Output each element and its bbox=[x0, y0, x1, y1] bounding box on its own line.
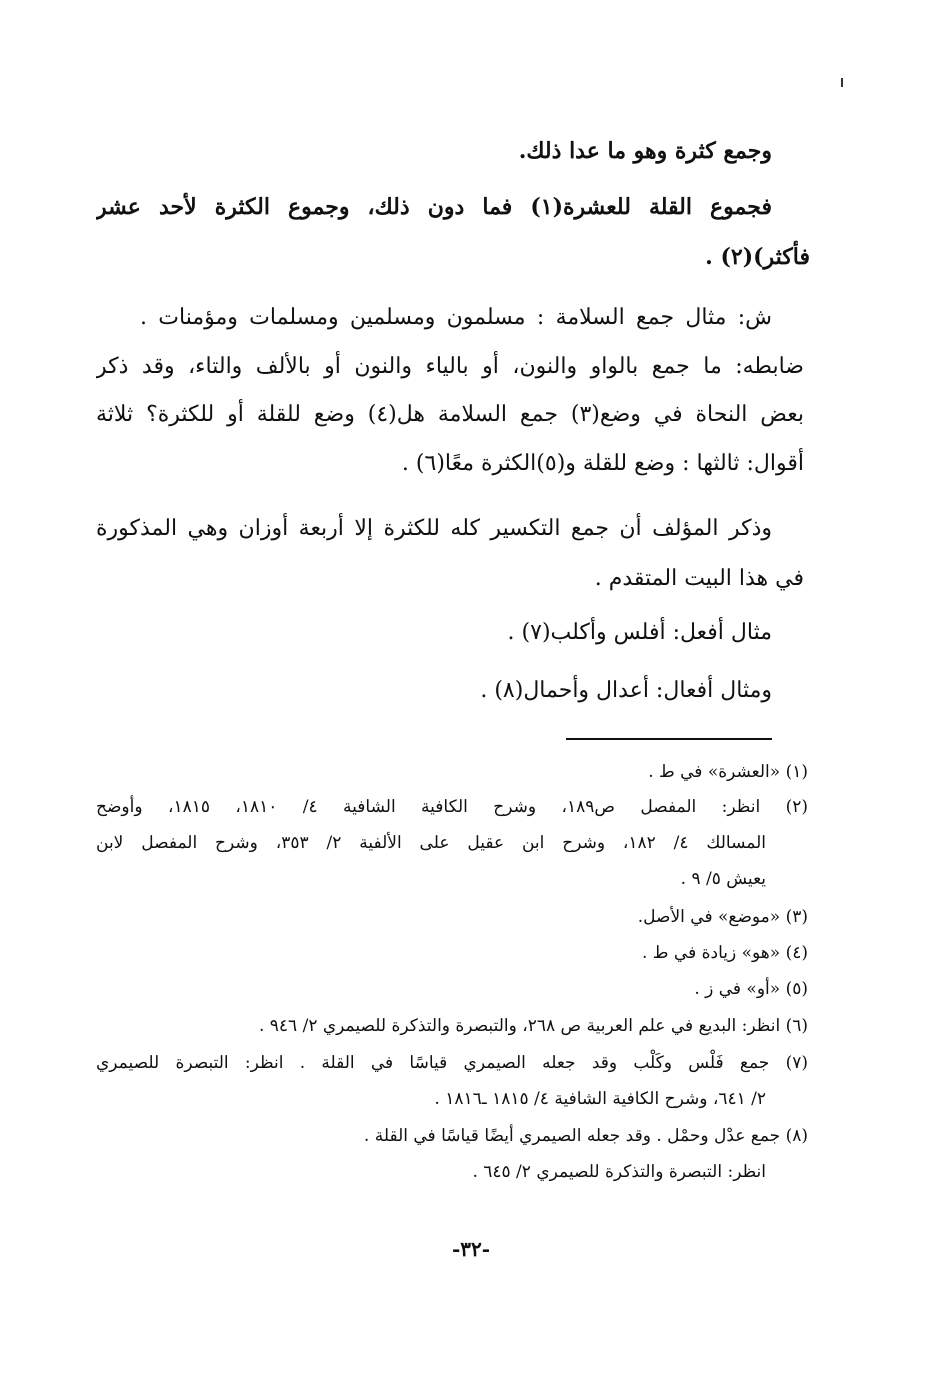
main-line-1: وجمع كثرة وهو ما عدا ذلك. bbox=[518, 138, 772, 164]
footnote-3: (٣) «موضع» في الأصل. bbox=[637, 907, 808, 927]
footnote-1: (١) «العشرة» في ط . bbox=[648, 762, 808, 782]
footnote-8-line-2: انظر: التبصرة والتذكرة للصيمري ٢/ ٦٤٥ . bbox=[472, 1162, 766, 1182]
main-line-7: أقوال: ثالثها : وضع للقلة و(٥)الكثرة معًا(٦) . bbox=[401, 451, 804, 476]
main-line-8: وذكر المؤلف أن جمع التكسير كله للكثرة إلا أربعة أوزان وهي المذكورة bbox=[96, 516, 772, 541]
main-line-11: ومثال أفعال: أعدال وأحمال(٨) . bbox=[480, 678, 772, 703]
footnote-2-line-1: (٢) انظر: المفصل ص١٨٩، وشرح الكافية الشافية ٤/ ١٨١٠، ١٨١٥، وأوضح bbox=[96, 797, 808, 817]
footnote-7-line-2: ٢/ ٦٤١، وشرح الكافية الشافية ٤/ ١٨١٥ ـ١٨١٦ . bbox=[434, 1089, 766, 1109]
main-line-3: فأكثر)(٢) . bbox=[705, 244, 810, 270]
main-line-2: فجموع القلة للعشرة(١) فما دون ذلك، وجموع الكثرة لأحد عشر bbox=[96, 194, 772, 220]
footnote-4: (٤) «هو» زيادة في ط . bbox=[641, 943, 808, 963]
main-line-4: ش: مثال جمع السلامة : مسلمون ومسلمين ومسلمات ومؤمنات . bbox=[140, 305, 772, 330]
main-line-9: في هذا البيت المتقدم . bbox=[594, 566, 804, 591]
main-line-5: ضابطه: ما جمع بالواو والنون، أو بالياء والنون أو بالألف والتاء، وقد ذكر bbox=[96, 354, 804, 379]
main-line-6: بعض النحاة في وضع(٣) جمع السلامة هل(٤) وضع للقلة أو للكثرة؟ ثلاثة bbox=[96, 402, 804, 427]
footnote-8-line-1: (٨) جمع عدْل وحمْل . وقد جعله الصيمري أيضًا قياسًا في القلة . bbox=[363, 1126, 808, 1146]
footnote-6: (٦) انظر: البديع في علم العربية ص ٢٦٨، والتبصرة والتذكرة للصيمري ٢/ ٩٤٦ . bbox=[258, 1016, 808, 1036]
footnote-divider bbox=[566, 738, 772, 740]
footnote-7-line-1: (٧) جمع فَلْس وكَلْب وقد جعله الصيمري قياسًا في القلة . انظر: التبصرة للصيمري bbox=[96, 1053, 808, 1073]
page-number: -٣٢- bbox=[451, 1237, 491, 1261]
footnote-2-line-3: يعيش ٥/ ٩ . bbox=[680, 869, 766, 889]
footnote-5: (٥) «أو» في ز . bbox=[694, 979, 808, 999]
main-line-10: مثال أفعل: أفلس وأكلب(٧) . bbox=[507, 620, 772, 645]
corner-mark bbox=[841, 78, 843, 87]
footnote-2-line-2: المسالك ٤/ ١٨٢، وشرح ابن عقيل على الألفية ٢/ ٣٥٣، وشرح المفصل لابن bbox=[96, 833, 766, 853]
